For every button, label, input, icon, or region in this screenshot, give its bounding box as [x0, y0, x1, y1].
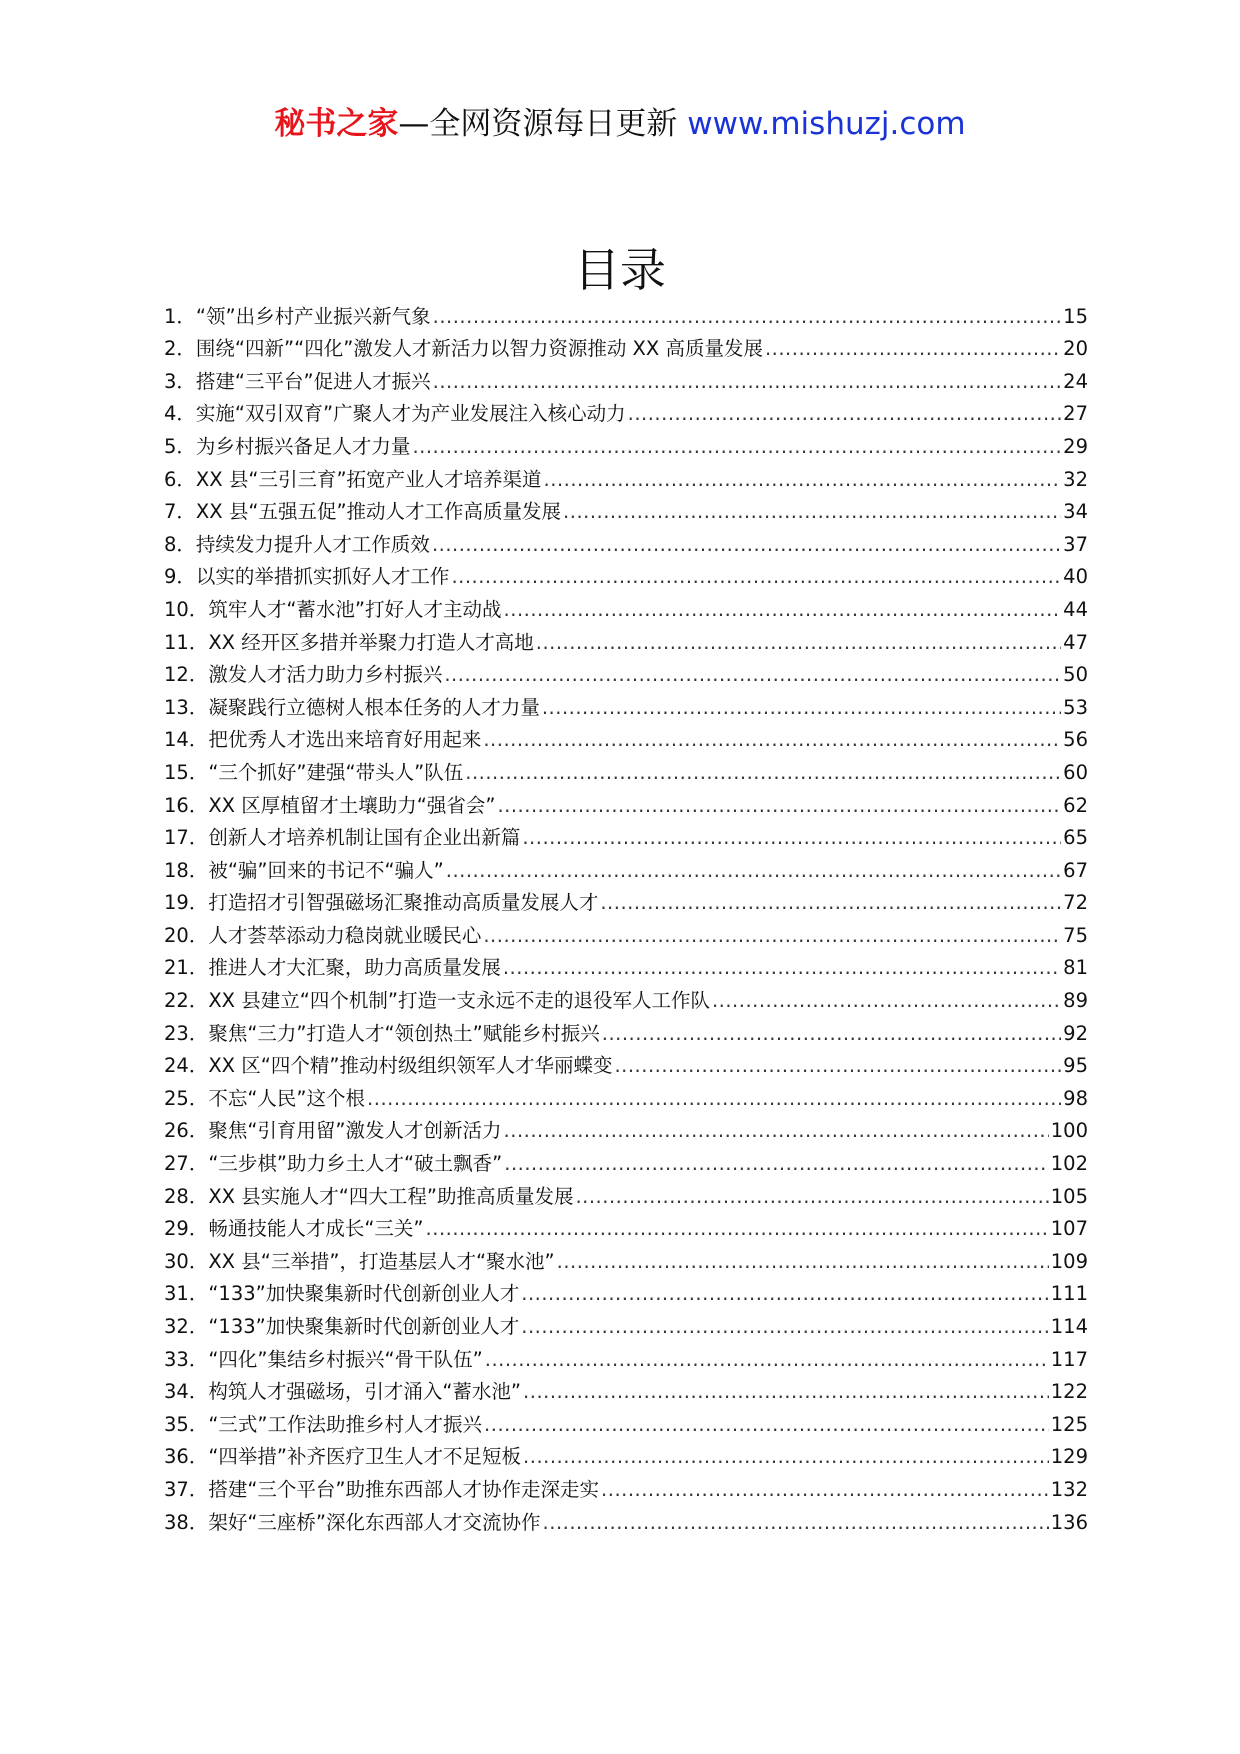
toc-entry[interactable]	[164, 722, 1088, 755]
toc-leader-dots	[522, 824, 1061, 852]
toc-page-number: 15	[1063, 304, 1088, 328]
toc-entry-title	[164, 1378, 523, 1406]
toc-entry-number: 2．	[164, 337, 196, 361]
toc-entry-title	[164, 726, 483, 754]
toc-leader-dots	[544, 466, 1062, 494]
toc-leader-dots	[497, 792, 1061, 820]
toc-entry-title	[164, 303, 433, 331]
toc-leader-dots	[712, 987, 1061, 1015]
toc-page-number: 111	[1050, 1282, 1088, 1306]
toc-entry-label: “133”加快聚集新时代创新创业人才	[208, 1282, 520, 1306]
toc-leader-dots	[765, 335, 1061, 363]
toc-entry-number: 24．	[164, 1054, 209, 1078]
toc-entry-title	[164, 759, 465, 787]
toc-entry[interactable]	[164, 754, 1088, 787]
toc-entry[interactable]	[164, 689, 1088, 722]
toc-leader-dots	[446, 857, 1061, 885]
toc-entry-label: 激发人才活力助力乡村振兴	[208, 663, 443, 687]
toc-leader-dots	[504, 596, 1062, 624]
site-banner	[0, 102, 1240, 146]
toc-entry[interactable]	[164, 298, 1088, 331]
toc-leader-dots	[536, 629, 1061, 657]
toc-entry-number: 26．	[164, 1119, 209, 1143]
toc-entry[interactable]	[164, 494, 1088, 527]
toc-leader-dots	[575, 1183, 1048, 1211]
toc-entry[interactable]	[164, 331, 1088, 364]
toc-entry[interactable]	[164, 1048, 1088, 1081]
toc-entry-label: “三步棋”助力乡土人才“破土飘香”	[208, 1152, 503, 1176]
toc-page-number: 65	[1063, 826, 1088, 850]
toc-entry[interactable]	[164, 1504, 1088, 1537]
toc-page-number: 34	[1063, 500, 1088, 524]
toc-entry[interactable]	[164, 1276, 1088, 1309]
toc-entry[interactable]	[164, 1406, 1088, 1439]
toc-entry-number: 12．	[164, 663, 209, 687]
toc-entry-number: 8．	[164, 532, 196, 556]
toc-entry[interactable]	[164, 950, 1088, 983]
toc-leader-dots	[504, 1117, 1049, 1145]
toc-leader-dots	[628, 400, 1062, 428]
toc-entry-title	[164, 629, 536, 657]
toc-page-number: 92	[1063, 1021, 1088, 1045]
toc-entry-label: 人才荟萃添动力稳岗就业暖民心	[208, 923, 482, 947]
toc-entry-title	[164, 466, 544, 494]
toc-page-number: 89	[1063, 989, 1088, 1013]
toc-entry[interactable]	[164, 591, 1088, 624]
toc-entry-title	[164, 1280, 521, 1308]
toc-leader-dots	[602, 1020, 1061, 1048]
toc-leader-dots	[432, 531, 1061, 559]
toc-entry-title	[164, 857, 446, 885]
toc-entry[interactable]	[164, 396, 1088, 429]
toc-entry-title	[164, 1313, 521, 1341]
toc-entry[interactable]	[164, 885, 1088, 918]
toc-entry-label: XX 县“三引三育”拓宽产业人才培养渠道	[195, 467, 542, 491]
toc-leader-dots	[601, 1476, 1049, 1504]
toc-entry[interactable]	[164, 1015, 1088, 1048]
toc-entry-label: 聚焦“三力”打造人才“领创热土”赋能乡村振兴	[208, 1021, 600, 1045]
toc-page-number: 125	[1050, 1412, 1088, 1436]
toc-entry-title	[164, 1150, 504, 1178]
toc-leader-dots	[412, 433, 1061, 461]
toc-entry-number: 32．	[164, 1315, 209, 1338]
toc-entry-number: 17．	[164, 826, 209, 850]
toc-entry-number: 14．	[164, 728, 209, 752]
toc-entry-label: 架好“三座桥”深化东西部人才交流协作	[208, 1510, 541, 1534]
toc-entry-number: 35．	[164, 1412, 209, 1436]
toc-leader-dots	[483, 922, 1061, 950]
toc-page-number: 72	[1063, 891, 1088, 915]
toc-leader-dots	[523, 1378, 1049, 1406]
toc-entry-label: XX 区“四个精”推动村级组织领军人才华丽蝶变	[208, 1054, 613, 1078]
toc-entry[interactable]	[164, 917, 1088, 950]
toc-page-number: 60	[1063, 760, 1088, 784]
toc-page-number: 53	[1063, 695, 1088, 719]
toc-entry-number: 21．	[164, 956, 209, 980]
toc-entry[interactable]	[164, 559, 1088, 592]
toc-page-number: 100	[1050, 1119, 1088, 1143]
toc-entry-label: XX 县实施人才“四大工程”助推高质量发展	[208, 1184, 574, 1208]
toc-entry-label: 推进人才大汇聚，助力高质量发展	[208, 956, 501, 980]
slogan-text: —全网资源每日更新	[398, 106, 688, 142]
toc-entry[interactable]	[164, 1471, 1088, 1504]
toc-entry-number: 7．	[164, 500, 196, 524]
toc-entry-title	[164, 954, 503, 982]
toc-entry-number: 30．	[164, 1249, 209, 1273]
toc-entry-title	[164, 1443, 523, 1471]
toc-entry-label: 聚焦“引育用留”激发人才创新活力	[208, 1119, 502, 1143]
toc-entry-label: “领”出乡村产业振兴新气象	[195, 304, 431, 328]
toc-page-number: 50	[1063, 663, 1088, 687]
toc-entry[interactable]	[164, 461, 1088, 494]
toc-page-number: 98	[1063, 1086, 1088, 1110]
toc-leader-dots	[523, 1443, 1049, 1471]
toc-entry[interactable]	[164, 1113, 1088, 1146]
toc-entry-title	[164, 1215, 426, 1243]
toc-entry-number: 38．	[164, 1510, 209, 1534]
toc-leader-dots	[433, 303, 1062, 331]
toc-entry-title	[164, 433, 412, 461]
toc-page-number: 20	[1063, 337, 1088, 361]
toc-entry-number: 3．	[164, 369, 196, 393]
toc-entry-title	[164, 987, 712, 1015]
toc-entry-number: 23．	[164, 1021, 209, 1045]
toc-entry-title	[164, 1085, 367, 1113]
brand-name: 秘书之家	[274, 106, 399, 142]
toc-leader-dots	[426, 1215, 1049, 1243]
toc-page-number: 132	[1050, 1477, 1088, 1501]
toc-entry[interactable]	[164, 1145, 1088, 1178]
toc-entry-label: 凝聚践行立德树人根本任务的人才力量	[208, 695, 540, 719]
toc-entry-title	[164, 922, 483, 950]
toc-entry-label: 筑牢人才“蓄水池”打好人才主动战	[208, 597, 502, 621]
toc-page-number: 27	[1063, 402, 1088, 426]
toc-page-number: 105	[1050, 1184, 1088, 1208]
toc-entry[interactable]	[164, 624, 1088, 657]
toc-page-number: 81	[1063, 956, 1088, 980]
toc-entry[interactable]	[164, 1439, 1088, 1472]
toc-page-number: 32	[1063, 467, 1088, 491]
toc-entry-title	[164, 1411, 484, 1439]
toc-entry[interactable]	[164, 1308, 1088, 1341]
toc-entry-title	[164, 400, 628, 428]
toc-entry-title	[164, 694, 542, 722]
toc-entry-number: 37．	[164, 1477, 209, 1501]
toc-entry-label: “四举措”补齐医疗卫生人才不足短板	[208, 1445, 522, 1469]
toc-entry-number: 36．	[164, 1445, 209, 1469]
toc-entry-title	[164, 1183, 575, 1211]
toc-leader-dots	[483, 726, 1061, 754]
toc-entry[interactable]	[164, 1341, 1088, 1374]
toc-entry-title	[164, 596, 504, 624]
toc-entry-number: 5．	[164, 434, 196, 458]
toc-leader-dots	[542, 694, 1061, 722]
toc-page-number: 67	[1063, 858, 1088, 882]
toc-entry-label: 打造招才引智强磁场汇聚推动高质量发展人才	[208, 891, 599, 915]
toc-entry-label: 实施“双引双育”广聚人才为产业发展注入核心动力	[195, 402, 626, 426]
toc-entry-title	[164, 1509, 543, 1537]
toc-entry-number: 20．	[164, 923, 209, 947]
toc-leader-dots	[614, 1052, 1061, 1080]
toc-entry-title	[164, 563, 451, 591]
toc-entry-label: 搭建“三平台”促进人才振兴	[195, 369, 431, 393]
toc-entry-title	[164, 1052, 614, 1080]
toc-entry[interactable]	[164, 526, 1088, 559]
toc-entry-number: 13．	[164, 695, 209, 719]
toc-page-number: 117	[1050, 1347, 1088, 1371]
toc-leader-dots	[563, 498, 1061, 526]
toc-page-number: 122	[1050, 1380, 1088, 1404]
toc-page-number: 129	[1050, 1445, 1088, 1469]
toc-entry-title	[164, 1020, 602, 1048]
toc-page-number: 44	[1063, 597, 1088, 621]
toc-entry-number: 10．	[164, 597, 209, 621]
toc-entry[interactable]	[164, 852, 1088, 885]
toc-entry-title	[164, 1476, 601, 1504]
toc-leader-dots	[521, 1280, 1049, 1308]
toc-leader-dots	[433, 368, 1062, 396]
toc-entry-label: “四化”集结乡村振兴“骨干队伍”	[208, 1347, 483, 1371]
toc-page-number: 114	[1050, 1315, 1088, 1338]
toc-leader-dots	[367, 1085, 1061, 1113]
toc-entry[interactable]	[164, 1178, 1088, 1211]
toc-entry-number: 31．	[164, 1282, 209, 1306]
toc-entry-title	[164, 889, 600, 917]
toc-entry-number: 22．	[164, 989, 209, 1013]
toc-entry-label: 为乡村振兴备足人才力量	[195, 434, 411, 458]
toc-page-number: 37	[1063, 532, 1088, 556]
toc-entry-title	[164, 824, 522, 852]
toc-entry-label: 把优秀人才选出来培育好用起来	[208, 728, 482, 752]
toc-entry-number: 18．	[164, 858, 209, 882]
toc-entry-number: 34．	[164, 1380, 209, 1404]
toc-entry[interactable]	[164, 820, 1088, 853]
toc-entry-title	[164, 368, 433, 396]
toc-leader-dots	[503, 954, 1061, 982]
toc-entry-label: 以实的举措抓实抓好人才工作	[195, 565, 450, 589]
toc-entry-number: 33．	[164, 1347, 209, 1371]
toc-entry-label: XX 县“五强五促”推动人才工作高质量发展	[195, 500, 562, 524]
toc-entry-number: 15．	[164, 760, 209, 784]
toc-leader-dots	[600, 889, 1061, 917]
toc-entry-label: 畅通技能人才成长“三关”	[208, 1217, 424, 1241]
toc-leader-dots	[485, 1346, 1049, 1374]
toc-entry-title	[164, 1248, 557, 1276]
toc-page-number: 102	[1050, 1152, 1088, 1176]
toc-leader-dots	[543, 1509, 1049, 1537]
toc-leader-dots	[557, 1248, 1049, 1276]
toc-entry-title	[164, 335, 765, 363]
toc-entry-number: 6．	[164, 467, 196, 491]
toc-entry-label: XX 区厚植留才土壤助力“强省会”	[208, 793, 496, 817]
toc-entry-label: XX 县“三举措”，打造基层人才“聚水池”	[208, 1249, 555, 1273]
toc-entry[interactable]	[164, 657, 1088, 690]
toc-page-number: 95	[1063, 1054, 1088, 1078]
toc-entry[interactable]	[164, 1243, 1088, 1276]
toc-entry-title	[164, 661, 444, 689]
toc-entry-label: 持续发力提升人才工作质效	[195, 532, 430, 556]
toc-entry[interactable]	[164, 982, 1088, 1015]
toc-entry-title	[164, 1346, 485, 1374]
toc-leader-dots	[444, 661, 1061, 689]
toc-entry-label: XX 县建立“四个机制”打造一支永远不走的退役军人工作队	[208, 989, 710, 1013]
toc-page-number: 109	[1050, 1249, 1088, 1273]
toc-entry-number: 25．	[164, 1086, 209, 1110]
toc-page-number: 107	[1050, 1217, 1088, 1241]
toc-page-number: 24	[1063, 369, 1088, 393]
toc-entry-title	[164, 498, 563, 526]
toc-entry-number: 9．	[164, 565, 196, 589]
toc-entry-number: 28．	[164, 1184, 209, 1208]
toc-entry-label: 搭建“三个平台”助推东西部人才协作走深走实	[208, 1477, 600, 1501]
toc-page-number: 62	[1063, 793, 1088, 817]
toc-entry-label: 围绕“四新”“四化”激发人才新活力以智力资源推动 XX 高质量发展	[195, 337, 763, 361]
toc-entry[interactable]	[164, 787, 1088, 820]
toc-leader-dots	[484, 1411, 1049, 1439]
toc-entry-label: “三式”工作法助推乡村人才振兴	[208, 1412, 483, 1436]
toc-page-number: 47	[1063, 630, 1088, 654]
toc-leader-dots	[504, 1150, 1049, 1178]
table-of-contents	[164, 298, 1088, 1537]
toc-entry-number: 11．	[164, 630, 209, 654]
toc-entry-title	[164, 1117, 504, 1145]
toc-title: 目录	[574, 243, 666, 297]
toc-entry-label: 不忘“人民”这个根	[208, 1086, 366, 1110]
toc-entry-number: 27．	[164, 1152, 209, 1176]
toc-entry-number: 4．	[164, 402, 196, 426]
toc-leader-dots	[465, 759, 1061, 787]
toc-entry-title	[164, 792, 497, 820]
toc-page-number: 56	[1063, 728, 1088, 752]
toc-entry-label: “133”加快聚集新时代创新创业人才	[208, 1315, 520, 1338]
site-url-link[interactable]: www.mishuzj.com	[687, 106, 966, 142]
toc-entry[interactable]	[164, 1080, 1088, 1113]
toc-entry-label: 被“骗”回来的书记不“骗人”	[208, 858, 444, 882]
toc-leader-dots	[451, 563, 1061, 591]
toc-page-number: 136	[1050, 1510, 1088, 1534]
toc-page-number: 29	[1063, 434, 1088, 458]
toc-entry-label: 构筑人才强磁场，引才涌入“蓄水池”	[208, 1380, 522, 1404]
toc-entry-number: 1．	[164, 304, 196, 328]
toc-entry[interactable]	[164, 428, 1088, 461]
toc-entry[interactable]	[164, 363, 1088, 396]
toc-entry-label: 创新人才培养机制让国有企业出新篇	[208, 826, 521, 850]
toc-entry-label: “三个抓好”建强“带头人”队伍	[208, 760, 464, 784]
toc-leader-dots	[521, 1313, 1049, 1341]
toc-entry-number: 19．	[164, 891, 209, 915]
toc-entry[interactable]	[164, 1374, 1088, 1407]
toc-entry-number: 16．	[164, 793, 209, 817]
toc-page-number: 75	[1063, 923, 1088, 947]
toc-entry-title	[164, 531, 432, 559]
toc-entry[interactable]	[164, 1211, 1088, 1244]
toc-page-number: 40	[1063, 565, 1088, 589]
toc-entry-label: XX 经开区多措并举聚力打造人才高地	[208, 630, 534, 654]
toc-entry-number: 29．	[164, 1217, 209, 1241]
